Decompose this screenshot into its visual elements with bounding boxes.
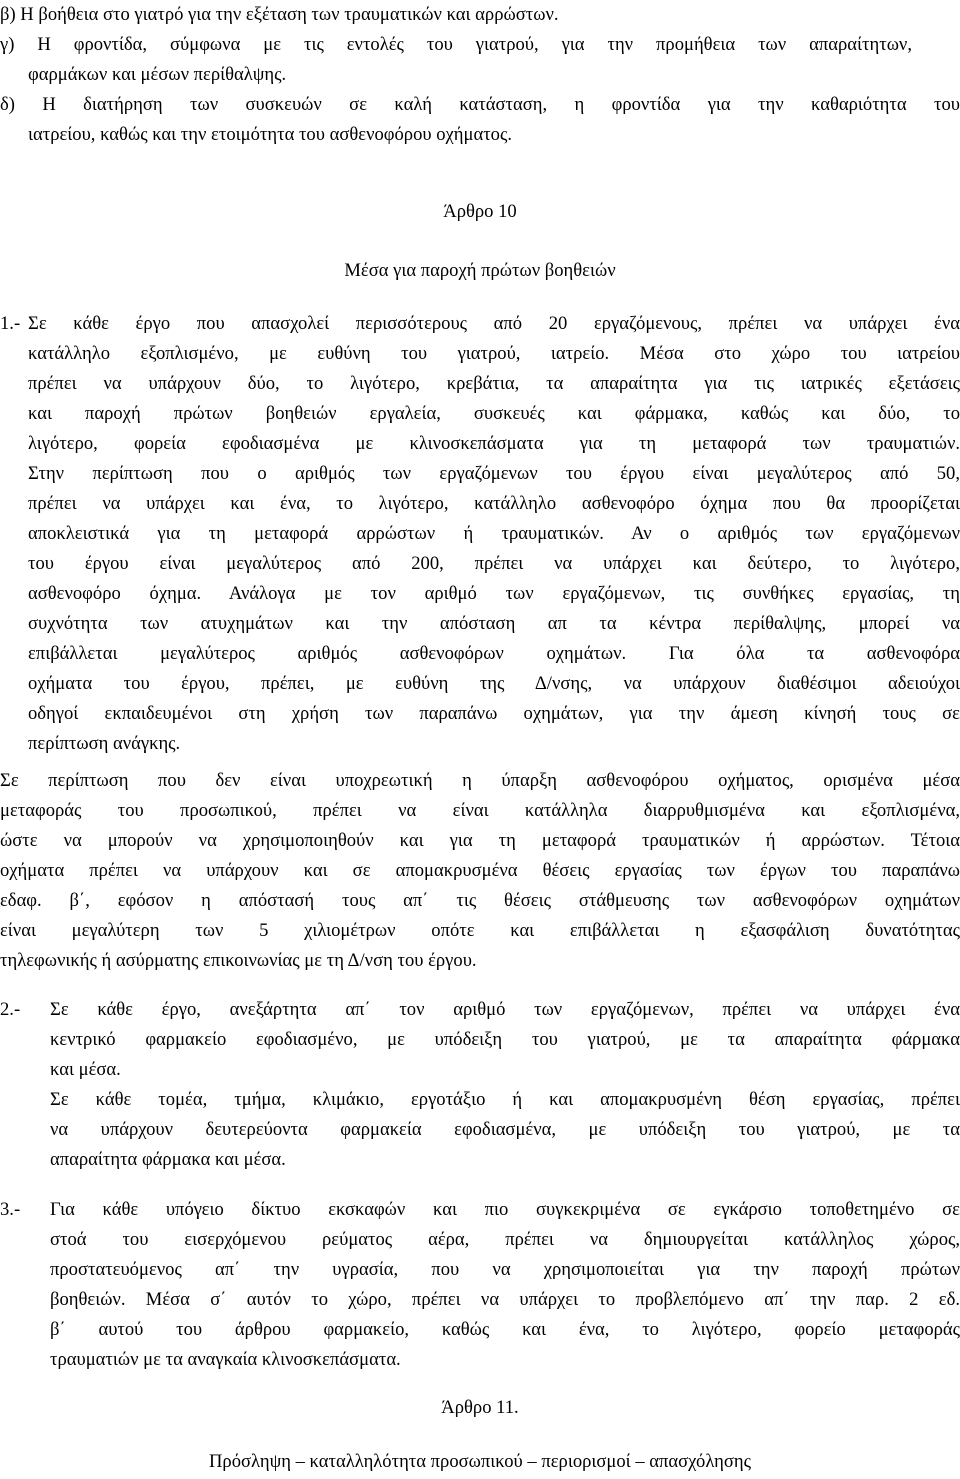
para-3-line: τραυματιών με τα αναγκαία κλινοσκεπάσματα.	[50, 1349, 401, 1370]
para-1-line: αποκλειστικά για τη μεταφορά αρρώστων ή τραυματικών. Αν ο αριθμός των εργαζόμενων	[28, 523, 960, 544]
para-2-line: κεντρικό φαρμακείο εφοδιασμένο, με υπόδειξη του γιατρού, με τα απαραίτητα φάρμακα	[50, 1029, 960, 1050]
para-3-line: βοηθειών. Μέσα σ΄ αυτόν το χώρο, πρέπει να υπάρχει το προβλεπόμενο απ΄ την παρ. 2 εδ.	[50, 1289, 960, 1310]
para-1-line: επιβάλλεται μεγαλύτερος αριθμός ασθενοφόρων οχημάτων. Για όλα τα ασθενοφόρα	[28, 643, 960, 664]
list-item-c: γ) Η φροντίδα, σύμφωνα με τις εντολές του γιατρού, για την προμήθεια των απαραίτητων,	[0, 34, 912, 55]
para-1-line: οχήματα του έργου, πρέπει, με ευθύνη της Δ/νσης, να υπάρχουν διαθέσιμοι αδειούχοι	[28, 673, 960, 694]
para-3-line: προστατευόμενος απ΄ την υγρασία, που να χρησιμοποιείται για την παροχή πρώτων	[50, 1259, 960, 1280]
para-case-line: εδαφ. β΄, εφόσον η απόστασή τους απ΄ τις θέσεις στάθμευσης των ασθενοφόρων οχημάτων	[0, 890, 960, 911]
para-3-line: Για κάθε υπόγειο δίκτυο εκσκαφών και πιο συγκεκριμένα σε εγκάρσιο τοποθετημένο σε	[50, 1199, 960, 1220]
para-1-line: και παροχή πρώτων βοηθειών εργαλεία, συσκευές και φάρμακα, καθώς και δύο, το	[28, 403, 960, 424]
para-1-number: 1.-	[0, 313, 21, 334]
para-1-line: συχνότητα των ατυχημάτων και την απόσταση απ τα κέντρα περίθαλψης, μπορεί να	[28, 613, 960, 634]
list-item-d-continued: ιατρείου, καθώς και την ετοιμότητα του ασθενοφόρου οχήματος.	[28, 124, 512, 145]
article-10-subheading: Μέσα για παροχή πρώτων βοηθειών	[344, 260, 616, 281]
list-item-b: β) Η βοήθεια στο γιατρό για την εξέταση των τραυματικών και αρρώστων.	[0, 4, 559, 25]
para-2-line: να υπάρχουν δευτερεύοντα φαρμακεία εφοδιασμένα, με υπόδειξη του γιατρού, με τα	[50, 1119, 960, 1140]
para-2-line: απαραίτητα φάρμακα και μέσα.	[50, 1149, 286, 1170]
para-1-line: κατάλληλο εξοπλισμένο, με ευθύνη του γιατρού, ιατρείο. Μέσα στο χώρο του ιατρείου	[28, 343, 960, 364]
para-case-line: μεταφοράς του προσωπικού, πρέπει να είναι κατάλληλα διαρρυθμισμένα και εξοπλισμένα,	[0, 800, 960, 821]
para-case-line: οχήματα πρέπει να υπάρχουν και σε απομακρυσμένα θέσεις εργασίας των έργων του παραπάνω	[0, 860, 960, 881]
para-3-text	[50, 1195, 960, 1375]
para-3-line: στοά του εισερχόμενου ρεύματος αέρα, πρέπει να δημιουργείται κατάλληλος χώρος,	[50, 1229, 960, 1250]
article-11-subheading: Πρόσληψη – καταλληλότητα προσωπικού – περιορισμοί – απασχόλησης	[208, 1451, 751, 1472]
para-2-line: και μέσα.	[50, 1059, 121, 1080]
para-case-line: ώστε να μπορούν να χρησιμοποιηθούν και για τη μεταφορά τραυματικών ή αρρώστων. Τέτοια	[0, 830, 960, 851]
para-1-line: οδηγοί εκπαιδευμένοι στη χρήση των παραπάνω οχημάτων, για την άμεση κίνησή τους σε	[28, 703, 960, 724]
para-1-line: περίπτωση ανάγκης.	[28, 733, 181, 754]
para-2-line: Σε κάθε έργο, ανεξάρτητα απ΄ τον αριθμό των εργαζόμενων, πρέπει να υπάρχει ένα	[50, 999, 960, 1020]
para-1-text	[28, 309, 960, 759]
para-1-line: λιγότερο, φορεία εφοδιασμένα με κλινοσκεπάσματα για τη μεταφορά των τραυματιών.	[28, 433, 960, 454]
para-1-line: πρέπει να υπάρχει και ένα, το λιγότερο, κατάλληλο ασθενοφόρο όχημα που θα προορίζεται	[28, 493, 960, 514]
list-item-d: δ) Η διατήρηση των συσκευών σε καλή κατάσταση, η φροντίδα για την καθαριότητα του	[0, 94, 960, 115]
para-1-line: πρέπει να υπάρχουν δύο, το λιγότερο, κρεβάτια, τα απαραίτητα για τις ιατρικές εξετάσεις	[28, 373, 960, 394]
para-1-line: του έργου είναι μεγαλύτερος από 200, πρέπει να υπάρχει και δεύτερο, το λιγότερο,	[28, 553, 960, 574]
para-1-line: Σε κάθε έργο που απασχολεί περισσότερους από 20 εργαζόμενους, πρέπει να υπάρχει ένα	[28, 313, 960, 334]
article-11-heading: Άρθρο 11.	[441, 1397, 519, 1418]
para-case-line: είναι μεγαλύτερη των 5 χιλιομέτρων οπότε και επιβάλλεται η εξασφάλιση δυνατότητας	[0, 920, 960, 941]
para-2-text-a	[50, 995, 960, 1175]
para-case-line: τηλεφωνικής ή ασύρματης επικοινωνίας με τη Δ/νση του έργου.	[0, 950, 477, 971]
para-3-line: β΄ αυτού του άρθρου φαρμακείο, καθώς και ένα, το λιγότερο, φορείο μεταφοράς	[50, 1319, 960, 1340]
article-10-heading: Άρθρο 10	[443, 201, 517, 222]
para-1-line: ασθενοφόρο όχημα. Ανάλογα με τον αριθμό των εργαζόμενων, τις συνθήκες εργασίας, τη	[28, 583, 960, 604]
para-2-number: 2.-	[0, 999, 21, 1020]
para-1-line: Στην περίπτωση που ο αριθμός των εργαζόμενων του έργου είναι μεγαλύτερος από 50,	[28, 463, 960, 484]
para-case-line: Σε περίπτωση που δεν είναι υποχρεωτική η ύπαρξη ασθενοφόρου οχήματος, ορισμένα μέσα	[0, 770, 960, 791]
para-2-line: Σε κάθε τομέα, τμήμα, κλιμάκιο, εργοτάξιο ή και απομακρυσμένη θέση εργασίας, πρέπει	[50, 1089, 960, 1110]
list-item-c-continued: φαρμάκων και μέσων περίθαλψης.	[28, 64, 287, 85]
para-case-text	[0, 766, 960, 976]
para-3-number: 3.-	[0, 1199, 21, 1220]
intro-list	[0, 0, 960, 150]
